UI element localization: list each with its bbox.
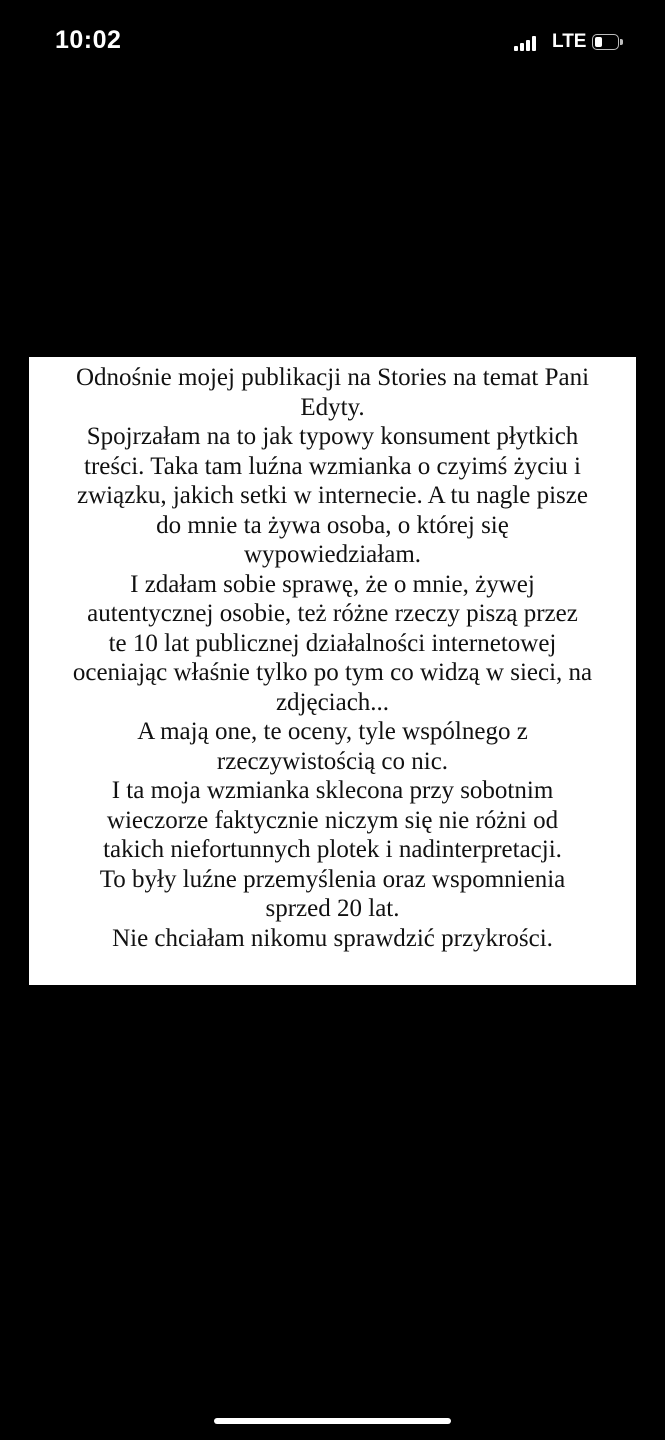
story-text-line: Spojrzałam na to jak typowy konsument płytkich	[86, 423, 579, 450]
story-text-line: I zdałam sobie sprawę, że o mnie, żywej	[130, 570, 535, 598]
story-text-line: Nie chciałam nikomu sprawdzić przykrości.	[112, 924, 553, 952]
story-text-line: rzeczywistością co nic.	[216, 747, 449, 775]
status-bar	[0, 0, 665, 90]
story-text-line: zdjęciach...	[275, 688, 390, 716]
battery-icon	[592, 34, 624, 52]
story-text-line: wypowiedziałam.	[243, 541, 422, 568]
story-text-line: To były luźne przemyślenia oraz wspomnienia	[99, 865, 566, 893]
story-text-line: Odnośnie mojej publikacji na Stories na temat Pani	[75, 364, 590, 391]
story-text-line: sprzed 20 lat.	[265, 895, 400, 922]
status-time: 10:02	[55, 26, 122, 54]
story-text-line: treści. Taka tam luźna wzmianka o czyimś życiu i	[84, 452, 581, 480]
story-text-line: autentycznej osobie, też różne rzeczy piszą przez	[87, 600, 578, 627]
network-type-label: LTE	[552, 31, 587, 52]
story-text-line: te 10 lat publicznej działalności internetowej	[108, 629, 557, 657]
story-text-line: Edyty.	[300, 393, 365, 421]
story-text-line: związku, jakich setki w internecie. A tu nagle pisze	[77, 482, 588, 509]
signal-strength-icon	[514, 35, 538, 51]
story-text-line: takich niefortunnych plotek i nadinterpretacji.	[103, 836, 562, 863]
home-indicator[interactable]	[214, 1418, 451, 1424]
story-text-line: wieczorze faktycznie niczym się nie różni od	[106, 806, 559, 834]
story-text-line: do mnie ta żywa osoba, o której się	[156, 511, 509, 539]
story-text-line: I ta moja wzmianka sklecona przy sobotnim	[111, 777, 554, 804]
story-text-line: A mają one, te oceny, tyle wspólnego z	[137, 718, 528, 745]
story-text-card	[29, 357, 636, 985]
story-text-line: oceniając właśnie tylko po tym co widzą w sieci, na	[72, 659, 593, 686]
battery-level-fill	[595, 37, 602, 47]
